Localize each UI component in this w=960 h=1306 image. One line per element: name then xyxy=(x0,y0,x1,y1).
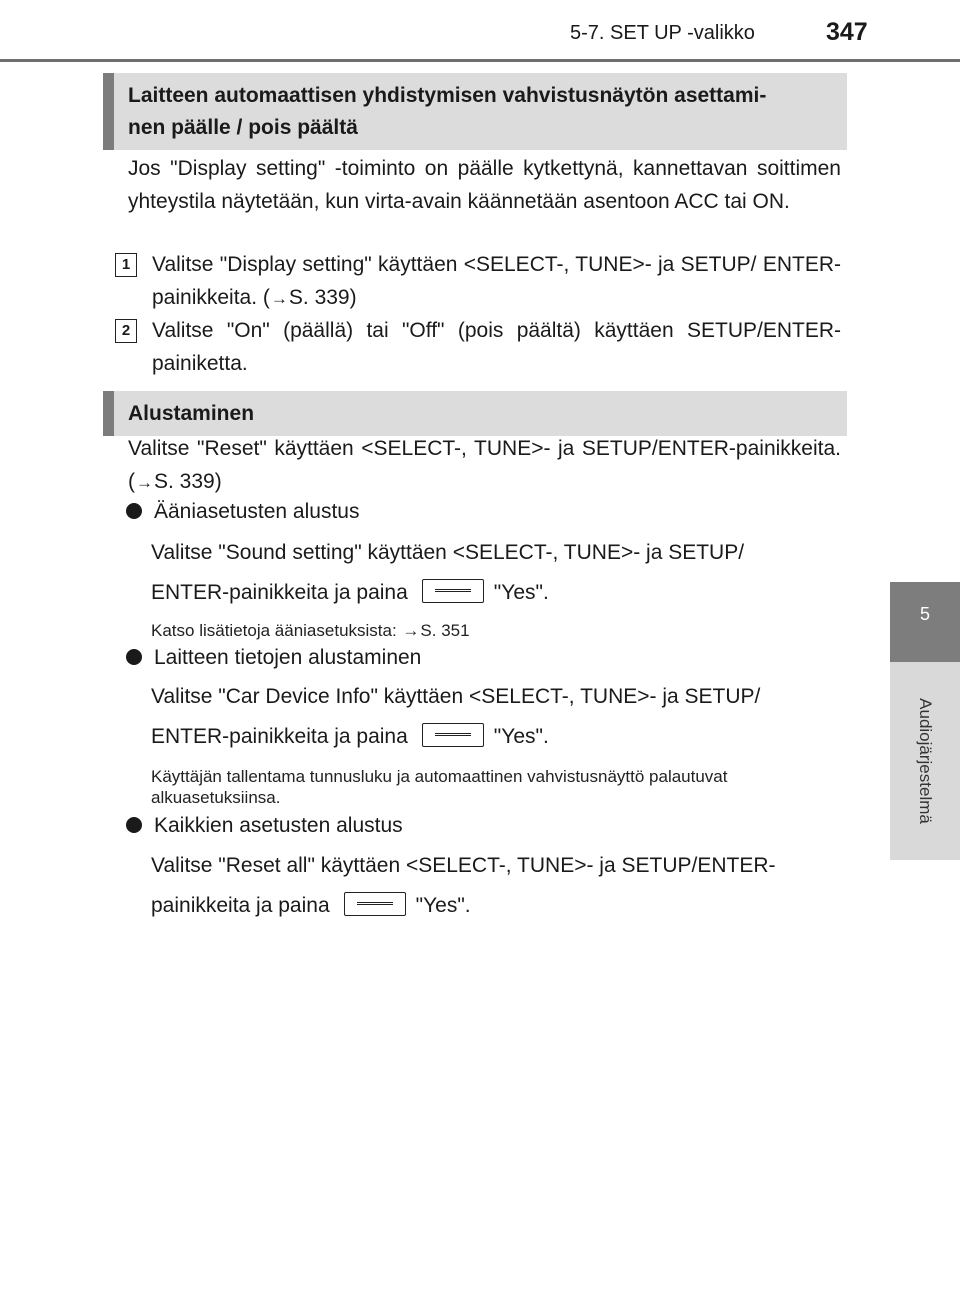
bullet-icon xyxy=(126,503,142,519)
item-instruction: Valitse "Sound setting" käyttäen <SELECT-, TUNE>- ja SETUP/ xyxy=(151,541,745,564)
arrow-icon: → xyxy=(136,473,153,492)
page-reference-link[interactable]: S. 339) xyxy=(154,470,222,493)
intro-paragraph: Jos "Display setting" -toiminto on päälle kytkettynä, kannettavan soittimen yhteystila näytetään, kun virta-avain käännetään asentoon ACC tai ON. xyxy=(128,157,841,213)
step-number: 1 xyxy=(115,253,137,277)
bullet-icon xyxy=(126,817,142,833)
list-item-title: Ääniasetusten alustus xyxy=(126,497,359,527)
heading-line: Alustaminen xyxy=(128,402,255,425)
list-item-title: Laitteen tietojen alustaminen xyxy=(126,643,421,673)
item-instruction: Valitse "Reset all" käyttäen <SELECT-, TUNE>- ja SETUP/ENTER- xyxy=(151,854,776,877)
step-text: Valitse "On" (päällä) tai "Off" (pois päältä) käyttäen SETUP/ENTER-painiketta. xyxy=(152,319,841,375)
reset-instruction: Valitse "Reset" käyttäen <SELECT-, TUNE>- ja SETUP/ENTER-painikkeita. ( xyxy=(128,437,841,493)
chapter-number: 5 xyxy=(919,604,930,624)
item-instruction: painikkeita ja paina "Yes". xyxy=(151,894,471,917)
section-heading-reset xyxy=(103,391,847,436)
item-note: Käyttäjän tallentama tunnusluku ja automaattinen vahvistusnäyttö palautuvat alkuasetuksiinsa. xyxy=(151,767,728,807)
header-divider xyxy=(0,59,960,62)
chapter-label: Audiojärjestelmä xyxy=(916,698,935,824)
list-item-title: Kaikkien asetusten alustus xyxy=(126,811,403,841)
heading-line: nen päälle / pois päältä xyxy=(128,116,358,139)
enter-button-icon xyxy=(422,579,484,603)
item-instruction: ENTER-painikkeita ja paina "Yes". xyxy=(151,581,549,604)
arrow-icon: → xyxy=(270,289,288,308)
reset-intro xyxy=(128,432,841,499)
heading-line: Laitteen automaattisen yhdistymisen vahvistusnäytön asettami- xyxy=(128,84,767,107)
arrow-icon: → xyxy=(402,621,420,640)
section-title: 5-7. SET UP -valikko xyxy=(570,22,755,44)
item-instruction: Valitse "Car Device Info" käyttäen <SELECT-, TUNE>- ja SETUP/ xyxy=(151,685,761,708)
page-reference-link[interactable]: S. 351 xyxy=(420,621,470,640)
enter-button-icon xyxy=(344,892,406,916)
enter-button-icon xyxy=(422,723,484,747)
step-text xyxy=(152,248,841,315)
step-number: 2 xyxy=(115,319,137,343)
item-note: Katso lisätietoja ääniasetuksista: →S. 351 xyxy=(151,621,470,640)
section-heading-auto-connect xyxy=(103,73,847,150)
item-instruction: ENTER-painikkeita ja paina "Yes". xyxy=(151,725,549,748)
page-number: 347 xyxy=(826,18,868,46)
step-instruction: Valitse "Display setting" käyttäen <SELECT-, TUNE>- ja SETUP/ ENTER-painikkeita. ( xyxy=(152,253,841,309)
page-reference-link[interactable]: S. 339) xyxy=(288,286,357,309)
bullet-icon xyxy=(126,649,142,665)
